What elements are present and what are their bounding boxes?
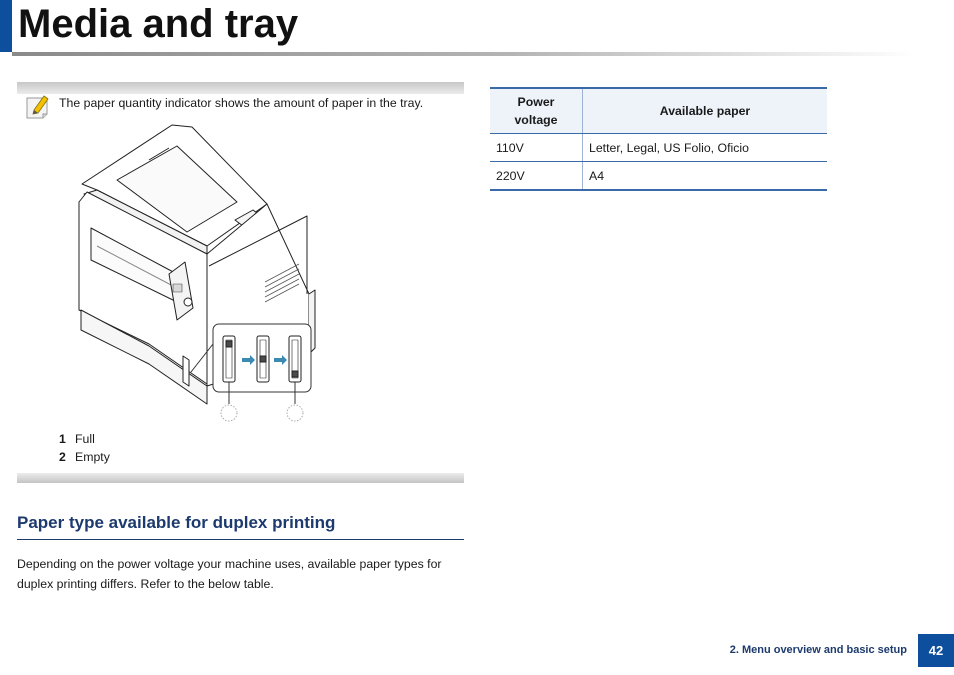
legend-item [59,430,110,448]
title-accent-bar [0,0,12,52]
table-cell-voltage: 110V [490,134,583,162]
table-row [490,134,827,162]
printer-paper-level-illustration [57,124,317,424]
figure-legend [59,430,110,466]
note-top-bar [17,82,464,94]
section-body-text: Depending on the power voltage your machine uses, available paper types for duplex printing differs. Refer to the below table. [17,557,442,591]
legend-label: Full [75,432,95,446]
table-header-voltage: Power voltage [490,88,583,134]
table-row [490,162,827,191]
legend-item [59,448,110,466]
section-heading: Paper type available for duplex printing [17,513,336,532]
page-number-badge: 42 [918,634,954,667]
duplex-paper-table [490,87,827,191]
footer-chapter-link[interactable]: 2. Menu overview and basic setup [729,644,907,656]
section-underline [17,539,464,540]
legend-label: Empty [75,450,110,464]
title-underline [12,52,917,56]
note-bottom-bar [17,473,464,483]
page-title: Media and tray [18,2,299,46]
note-box [17,82,464,483]
table-cell-paper: A4 [583,162,828,191]
table-cell-paper: Letter, Legal, US Folio, Oficio [583,134,828,162]
note-text: The paper quantity indicator shows the amount of paper in the tray. [59,96,424,110]
table-header-paper: Available paper [583,88,828,134]
note-pencil-icon [24,93,50,121]
table-header-row [490,88,827,134]
legend-number: 2 [59,450,66,464]
legend-number: 1 [59,432,66,446]
table-cell-voltage: 220V [490,162,583,191]
